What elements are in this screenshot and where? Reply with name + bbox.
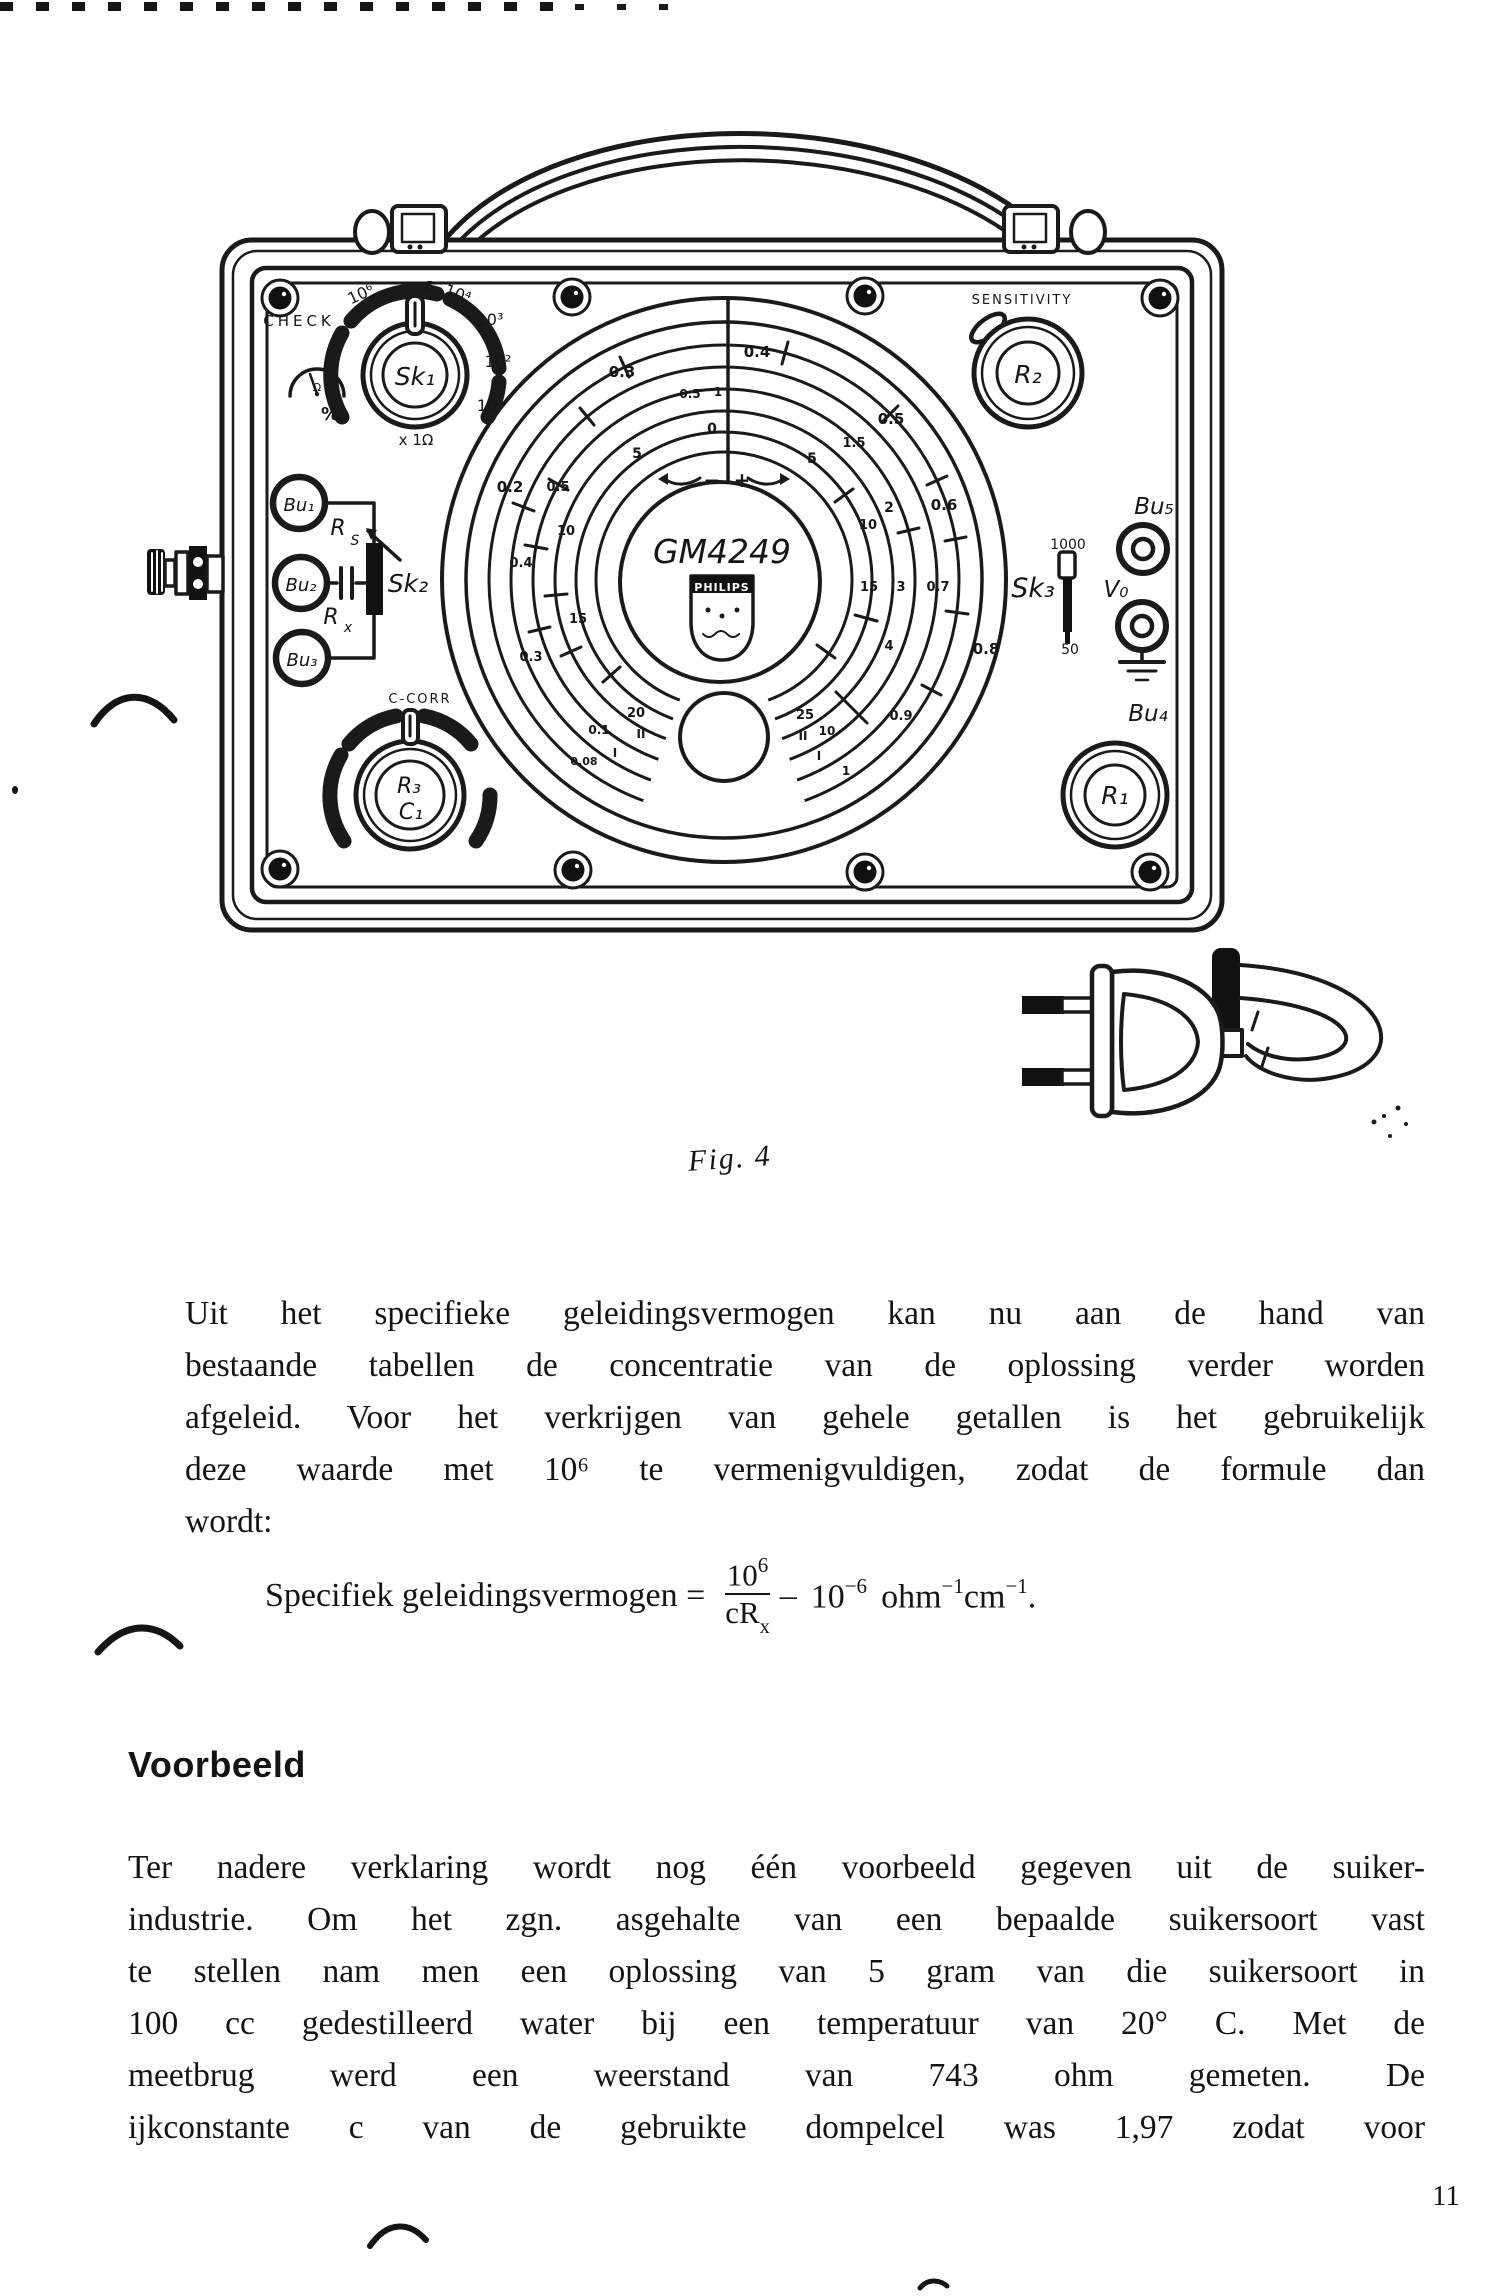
bu3-label: Bu₃ [286,650,318,671]
bu1-label: Bu₁ [283,495,315,516]
text-line: Uit het specifieke geleidingsvermogen kan nu aan de hand van [185,1295,1425,1332]
sk3-50-label: 50 [1061,642,1079,658]
paragraph-1 [185,1288,1425,1548]
dial-scale-label: 15 [568,612,588,627]
sk1-range-label: 10⁴ [442,280,474,308]
dial-scale-label: 1 [713,385,723,399]
text-line: meetbrug werd een weerstand van 743 ohm gemeten. De [128,2057,1425,2094]
bu4-label: Bu₄ [1128,701,1168,727]
panel-screw [847,278,883,314]
dial-scale-label: 0.2 [496,478,524,496]
dial-scale-label: 10 [556,524,576,539]
dial-scale-label: 0.4 [509,556,533,571]
sk3-1000-label: 1000 [1050,537,1086,553]
rx-label: x [343,620,353,636]
jack-v0 [1118,602,1166,650]
mains-plug [1022,966,1242,1116]
percent-label: % [320,404,340,425]
rs-label: R [330,516,346,541]
panel-screw [262,851,298,887]
c1-knob-label: C₁ [398,800,424,825]
dial-scale-label: II [636,727,646,741]
dial-scale-label: 5 [632,446,642,462]
section-heading: Voorbeeld [128,1744,306,1785]
scan-artifact-mark [916,2274,952,2296]
dial-scale-label: 1 [841,764,851,778]
text-line: bestaande tabellen de concentratie van de oplossing verder worden [185,1347,1425,1384]
dial-scale-label: − [703,468,721,492]
dial-scale-label: 0.3 [608,363,636,381]
rs-label: S [350,533,360,549]
sk1-range-label: 10 [476,396,498,415]
dial-scale-label: 0.1 [588,723,610,737]
panel-screw [1132,854,1168,890]
dial-scale-label: 20 [626,706,646,721]
ohm-symbol: Ω [312,381,322,394]
scan-artifact-smudge [1372,1106,1409,1139]
formula-fraction [725,1553,770,1638]
text-line: te stellen nam men een oplossing van 5 gram van die suikersoort in [128,1953,1425,1990]
model-label: GM4249 [652,532,792,571]
r1-knob-label: R₁ [1101,781,1129,810]
brand-label: PHILIPS [694,581,750,594]
dial-scale-label: I [612,746,618,760]
sk1-range-label: 10² [484,352,512,371]
bu5-label: Bu₅ [1134,494,1174,520]
panel-screw [554,279,590,315]
sk1-knob-label: Sk₁ [394,362,436,391]
page-number: 11 [1432,2180,1460,2212]
paragraph-2 [128,1842,1425,2154]
dial-scale-label: 1.5 [842,436,866,451]
sensitivity-label: SENSITIVITY [971,293,1073,308]
formula-lhs: Specifiek geleidingsvermogen = [265,1576,706,1614]
text-line: ijkconstante c van de gebruikte dompelcel was 1,97 zodat voor [128,2109,1425,2146]
dial-scale-label: II [798,729,808,743]
scan-artifact-pen-curve [88,686,180,732]
jack-bu5 [1119,525,1167,573]
v0-label: V₀ [1103,577,1129,603]
panel-screw [555,852,591,888]
multiplier-label: x 1Ω [398,431,434,449]
text-line: 100 cc gedestilleerd water bij een temperatuur van 20° C. Met de [128,2005,1425,2042]
dial-scale-label: 0.4 [743,343,771,361]
dial-scale-label: 4 [884,639,894,654]
scan-artifact-pen-curve [92,1616,186,1662]
mains-cable [1240,965,1381,1080]
dial-scale-label: 2 [884,500,894,516]
dial-scale-label: 3 [896,580,906,595]
scan-artifact-pen-curve [366,2218,432,2254]
dial-scale-label: I [816,749,822,763]
text-line: afgeleid. Voor het verkrijgen van gehele getallen is het gebruikelijk [185,1399,1425,1436]
dial-scale-label: 0 [707,421,717,437]
dial-scale-label: 0.08 [570,755,598,768]
dial-scale-label: 0.5 [877,410,905,428]
panel-screw [262,280,298,316]
bu2-label: Bu₂ [285,575,317,596]
dial-scale-label: 0.9 [889,709,913,724]
dial-scale-label: 25 [795,708,815,723]
dial-scale-label: 15 [859,580,879,595]
figure-caption: Fig. 4 [686,1139,773,1178]
sk1-range-label: 10³ [476,310,504,329]
lower-dial-window [680,693,768,781]
dial-scale-label: 0.7 [926,580,950,595]
formula-rhs: $10^{-6}$ $ohm^{-1}cm^{-1}$. [810,1573,1037,1615]
scan-artifact-dot [12,786,18,794]
sk3-label: Sk₃ [1011,573,1055,604]
dial-scale-label: 10 [858,518,878,533]
text-line: deze waarde met 10⁶ te vermenigvuldigen, zodat de formule dan [185,1451,1425,1488]
panel-screw [847,854,883,890]
dial-scale-label: 0.5 [546,480,570,495]
c-corr-label: C-CORR [388,692,452,707]
dial-scale-label: 0.3 [519,650,543,665]
fraction-denominator: $cR_x$ [725,1594,770,1638]
dial-scale-label: 10 [818,724,836,738]
left-connector [147,546,223,600]
text-line: wordt: [185,1503,273,1540]
formula [265,1553,1037,1638]
r2-knob-label: R₂ [1014,360,1042,389]
dial-scale-label: 0.6 [930,496,958,514]
sk1-range-label: 10⁶ [344,279,377,309]
sk2-label: Sk₂ [387,569,429,598]
rx-label: R [323,605,339,630]
dial-scale-label: 0.5 [679,387,701,401]
dial-scale-label: + [733,468,751,492]
dial-scale-label: 0.8 [972,640,1000,658]
formula-dash: – [779,1576,797,1614]
text-line: Ter nadere verklaring wordt nog één voorbeeld gegeven uit de suiker- [128,1849,1425,1886]
sk1-range-label: 5 [425,280,435,295]
r3-knob-label: R₃ [396,774,422,799]
fraction-numerator: $10^6$ [726,1553,769,1593]
check-label: CHECK [263,312,335,330]
text-line: industrie. Om het zgn. asgehalte van een bepaalde suikersoort vast [128,1901,1425,1938]
panel-screw [1142,280,1178,316]
dial-scale-label: 5 [807,451,817,467]
